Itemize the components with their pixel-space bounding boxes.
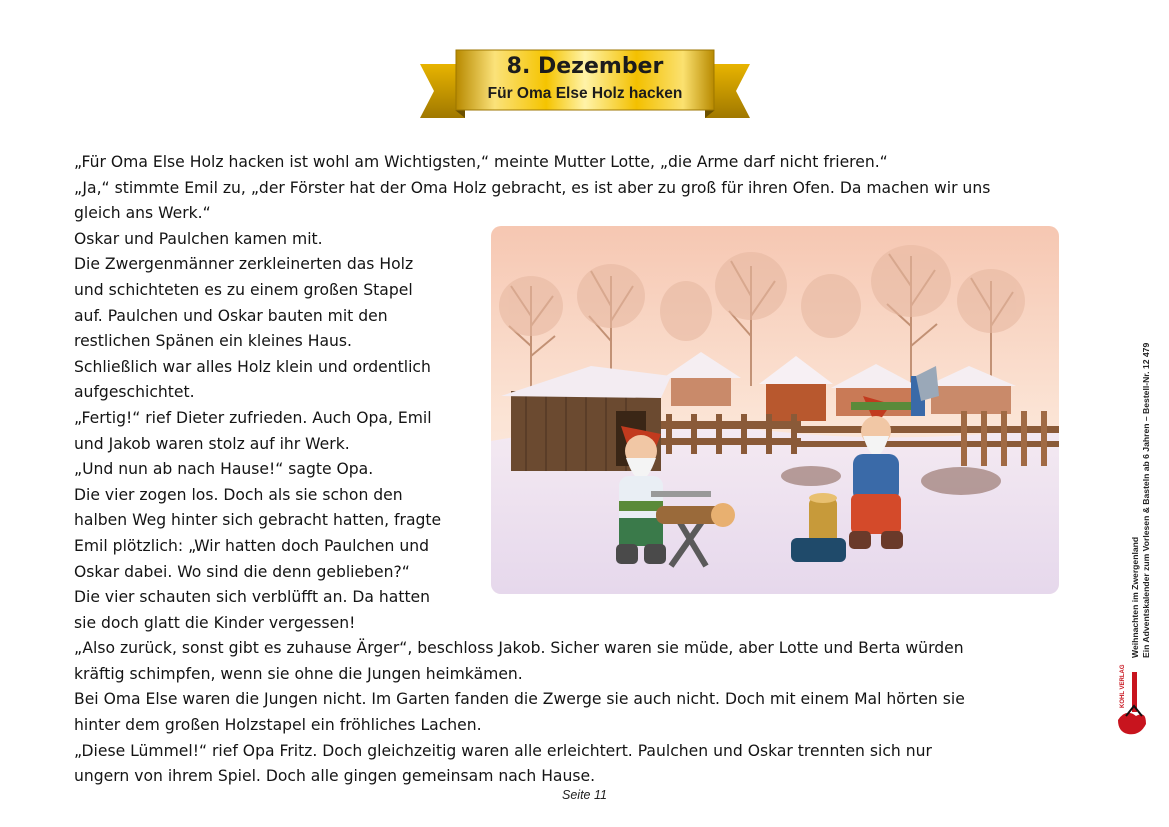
story-line: Oskar und Paulchen kamen mit. [74,229,323,248]
page-number: Seite 11 [562,788,607,802]
story-line: und schichteten es zu einem großen Stapel [74,280,413,299]
side-info-line2: Ein Adventskalender zum Vorlesen & Basteln ab 6 Jahren – Bestell-Nr. 12 479 [1141,342,1151,658]
story-line: Schließlich war alles Holz klein und ordentlich [74,357,431,376]
story-line: ungern von ihrem Spiel. Doch alle gingen gemeinsam nach Hause. [74,767,596,786]
side-info-line1: Weihnachten im Zwergenland [1130,536,1140,658]
publisher-logo [1112,664,1152,740]
story-line: „Und nun ab nach Hause!“ sagte Opa. [74,460,374,479]
title-banner [420,46,750,126]
story-line: restlichen Spänen ein kleines Haus. [74,332,352,351]
story-line: und Jakob waren stolz auf ihr Werk. [74,434,350,453]
banner-title: 8. Dezember [506,54,664,79]
banner-subtitle: Für Oma Else Holz hacken [487,85,683,102]
story-line: Bei Oma Else waren die Jungen nicht. Im Garten fanden die Zwerge sie auch nicht. Doch mit einem Mal hörten sie [74,690,965,709]
story-line: „Ja,“ stimmte Emil zu, „der Förster hat der Oma Holz gebracht, es ist aber zu groß für ihren Ofen. Da machen wir uns [74,178,991,197]
story-line: sie doch glatt die Kinder vergessen! [74,613,356,632]
logo-icon [1112,670,1152,740]
story-line: Die vier zogen los. Doch als sie schon den [74,485,403,504]
story-line: Die Zwergenmänner zerkleinerten das Holz [74,255,414,274]
story-line: „Also zurück, sonst gibt es zuhause Ärger“, beschloss Jakob. Sicher waren sie müde, aber Lotte und Berta würden [74,639,964,658]
winter-illustration [491,226,1059,594]
story-line: gleich ans Werk.“ [74,204,211,223]
story-line: „Diese Lümmel!“ rief Opa Fritz. Doch gleichzeitig waren alle erleichtert. Paulchen und Oskar trennten sich nur [74,741,932,760]
story-line: aufgeschichtet. [74,383,195,402]
story-line: auf. Paulchen und Oskar bauten mit den [74,306,388,325]
story-line: Die vier schauten sich verblüfft an. Da hatten [74,588,431,607]
story-line: hinter dem großen Holzstapel ein fröhliches Lachen. [74,716,482,735]
story-line: Oskar dabei. Wo sind die denn geblieben?“ [74,562,410,581]
story-line: „Für Oma Else Holz hacken ist wohl am Wichtigsten,“ meinte Mutter Lotte, „die Arme darf nicht frieren.“ [74,153,888,171]
story-line: „Fertig!“ rief Dieter zufrieden. Auch Opa, Emil [74,408,432,427]
story-line: halben Weg hinter sich gebracht hatten, fragte [74,511,442,530]
story-line: Emil plötzlich: „Wir hatten doch Paulchen und [74,536,429,555]
logo-text: KOHL VERLAG [1120,664,1126,708]
story-line: kräftig schimpfen, wenn sie ohne die Jungen heimkämen. [74,664,523,683]
